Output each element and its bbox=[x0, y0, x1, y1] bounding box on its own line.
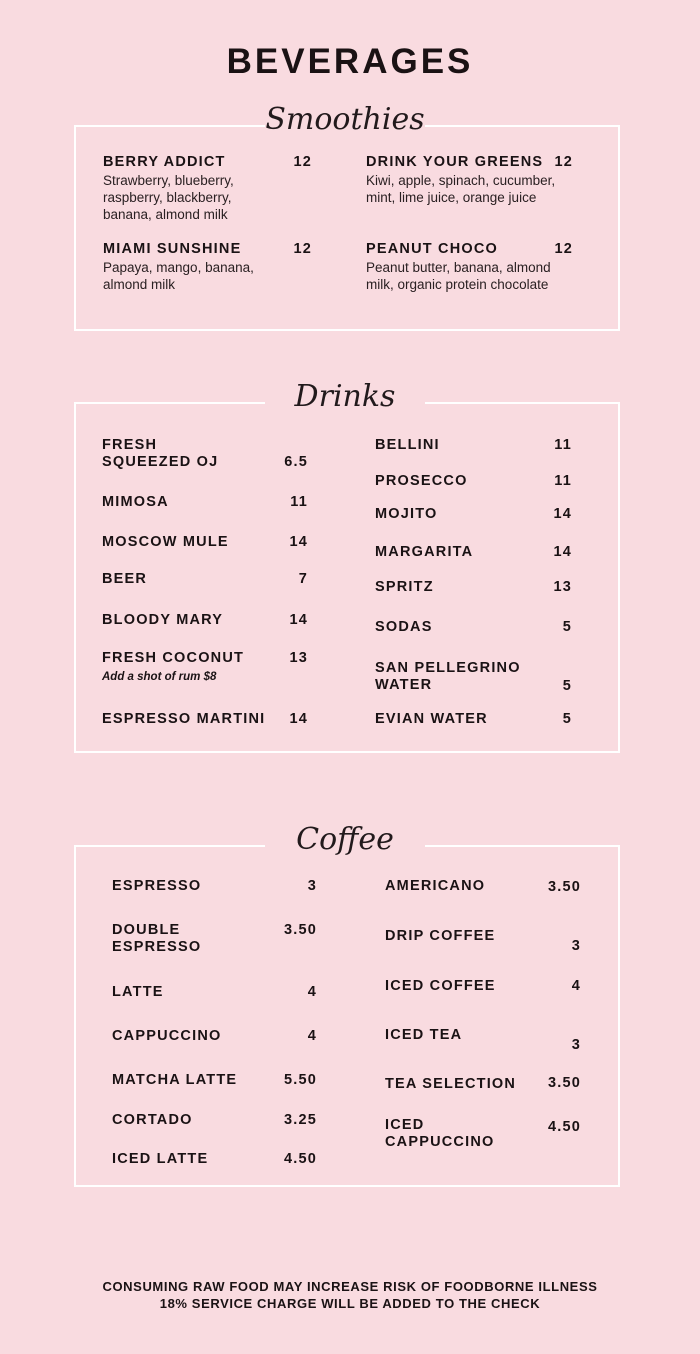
menu-item-price: 13 bbox=[289, 650, 308, 666]
menu-item-price: 14 bbox=[553, 544, 572, 560]
menu-item-price: 14 bbox=[289, 711, 308, 727]
menu-item-name: TEA SELECTION bbox=[385, 1076, 517, 1092]
menu-item-name: PROSECCO bbox=[375, 473, 468, 489]
food-safety-notice: CONSUMING RAW FOOD MAY INCREASE RISK OF FOODBORNE ILLNESS bbox=[102, 1279, 598, 1294]
menu-item-price: 12 bbox=[554, 241, 573, 257]
menu-item-price: 11 bbox=[554, 473, 572, 489]
menu-item-price: 3 bbox=[307, 878, 317, 894]
menu-item-price: 3.50 bbox=[547, 879, 581, 895]
menu-item-price: 14 bbox=[553, 506, 572, 522]
menu-item-price: 12 bbox=[293, 154, 312, 170]
menu-item-price: 3.50 bbox=[283, 922, 317, 938]
menu-item-name: AMERICANO bbox=[385, 878, 486, 894]
menu-item-name: ESPRESSO bbox=[112, 878, 202, 894]
menu-item-name: ICED LATTE bbox=[112, 1151, 209, 1167]
menu-item-name: SODAS bbox=[375, 619, 433, 635]
menu-item-name: BEER bbox=[102, 571, 148, 587]
menu-item-name: DRIP COFFEE bbox=[385, 928, 496, 944]
menu-item-price: 3.50 bbox=[547, 1075, 581, 1091]
menu-item-name: DRINK YOUR GREENS bbox=[366, 154, 544, 170]
menu-item-price: 4.50 bbox=[547, 1119, 581, 1135]
menu-item-name: BLOODY MARY bbox=[102, 612, 224, 628]
menu-item-price: 4.50 bbox=[283, 1151, 317, 1167]
menu-item-name: LATTE bbox=[112, 984, 164, 1000]
menu-item-name: FRESH COCONUT bbox=[102, 650, 245, 666]
menu-item-name: BELLINI bbox=[375, 437, 440, 453]
menu-item-price: 5.50 bbox=[283, 1072, 317, 1088]
menu-item-name: CORTADO bbox=[112, 1112, 193, 1128]
menu-item-price: 3 bbox=[571, 1037, 581, 1053]
menu-item-name: PEANUT CHOCO bbox=[366, 241, 499, 257]
menu-item-name: SPRITZ bbox=[375, 579, 434, 595]
menu-item-name: ESPRESSO MARTINI bbox=[102, 711, 266, 727]
menu-item-name: ICED TEA bbox=[385, 1027, 463, 1043]
menu-item-description: Strawberry, blueberry, raspberry, blackberry, banana, almond milk bbox=[103, 173, 234, 222]
menu-item-description: Peanut butter, banana, almond milk, organic protein chocolate bbox=[366, 260, 551, 292]
menu-item-name: MARGARITA bbox=[375, 544, 474, 560]
menu-item-price: 12 bbox=[293, 241, 312, 257]
menu-item-price: 6.5 bbox=[284, 454, 308, 470]
drinks-heading: Drinks bbox=[265, 377, 425, 417]
menu-item-name: MIMOSA bbox=[102, 494, 169, 510]
menu-item-name: MOJITO bbox=[375, 506, 438, 522]
menu-item-price: 12 bbox=[554, 154, 573, 170]
menu-item-name: MIAMI SUNSHINE bbox=[103, 241, 242, 257]
menu-item-price: 4 bbox=[571, 978, 581, 994]
menu-item-name: BERRY ADDICT bbox=[103, 154, 226, 170]
menu-item-price: 11 bbox=[290, 494, 308, 510]
menu-item-name: DOUBLE ESPRESSO bbox=[112, 922, 202, 955]
menu-item-price: 5 bbox=[562, 711, 572, 727]
menu-item-name: MATCHA LATTE bbox=[112, 1072, 238, 1088]
menu-item-description: Papaya, mango, banana, almond milk bbox=[103, 260, 254, 292]
menu-item-price: 14 bbox=[289, 612, 308, 628]
page-title: BEVERAGES bbox=[226, 42, 474, 81]
menu-item-name: EVIAN WATER bbox=[375, 711, 488, 727]
menu-item-name: SAN PELLEGRINO WATER bbox=[375, 660, 521, 693]
menu-item-price: 3.25 bbox=[283, 1112, 317, 1128]
menu-item-description: Kiwi, apple, spinach, cucumber, mint, lime juice, orange juice bbox=[366, 173, 556, 205]
menu-item-name: FRESH SQUEEZED OJ bbox=[102, 437, 219, 470]
menu-item-price: 5 bbox=[562, 678, 572, 694]
menu-item-name: MOSCOW MULE bbox=[102, 534, 229, 550]
menu-item-name: ICED CAPPUCCINO bbox=[385, 1117, 495, 1150]
menu-item-name: CAPPUCCINO bbox=[112, 1028, 222, 1044]
menu-item-price: 4 bbox=[307, 984, 317, 1000]
smoothies-heading: Smoothies bbox=[265, 100, 425, 140]
menu-item-price: 3 bbox=[571, 938, 581, 954]
menu-item-price: 13 bbox=[553, 579, 572, 595]
service-charge-notice: 18% SERVICE CHARGE WILL BE ADDED TO THE CHECK bbox=[159, 1296, 541, 1311]
menu-item-price: 7 bbox=[298, 571, 308, 587]
menu-item-price: 11 bbox=[554, 437, 572, 453]
menu-item-note: Add a shot of rum $8 bbox=[102, 671, 217, 683]
menu-item-price: 4 bbox=[307, 1028, 317, 1044]
menu-item-price: 5 bbox=[562, 619, 572, 635]
coffee-heading: Coffee bbox=[265, 820, 425, 860]
menu-item-price: 14 bbox=[289, 534, 308, 550]
menu-item-name: ICED COFFEE bbox=[385, 978, 496, 994]
